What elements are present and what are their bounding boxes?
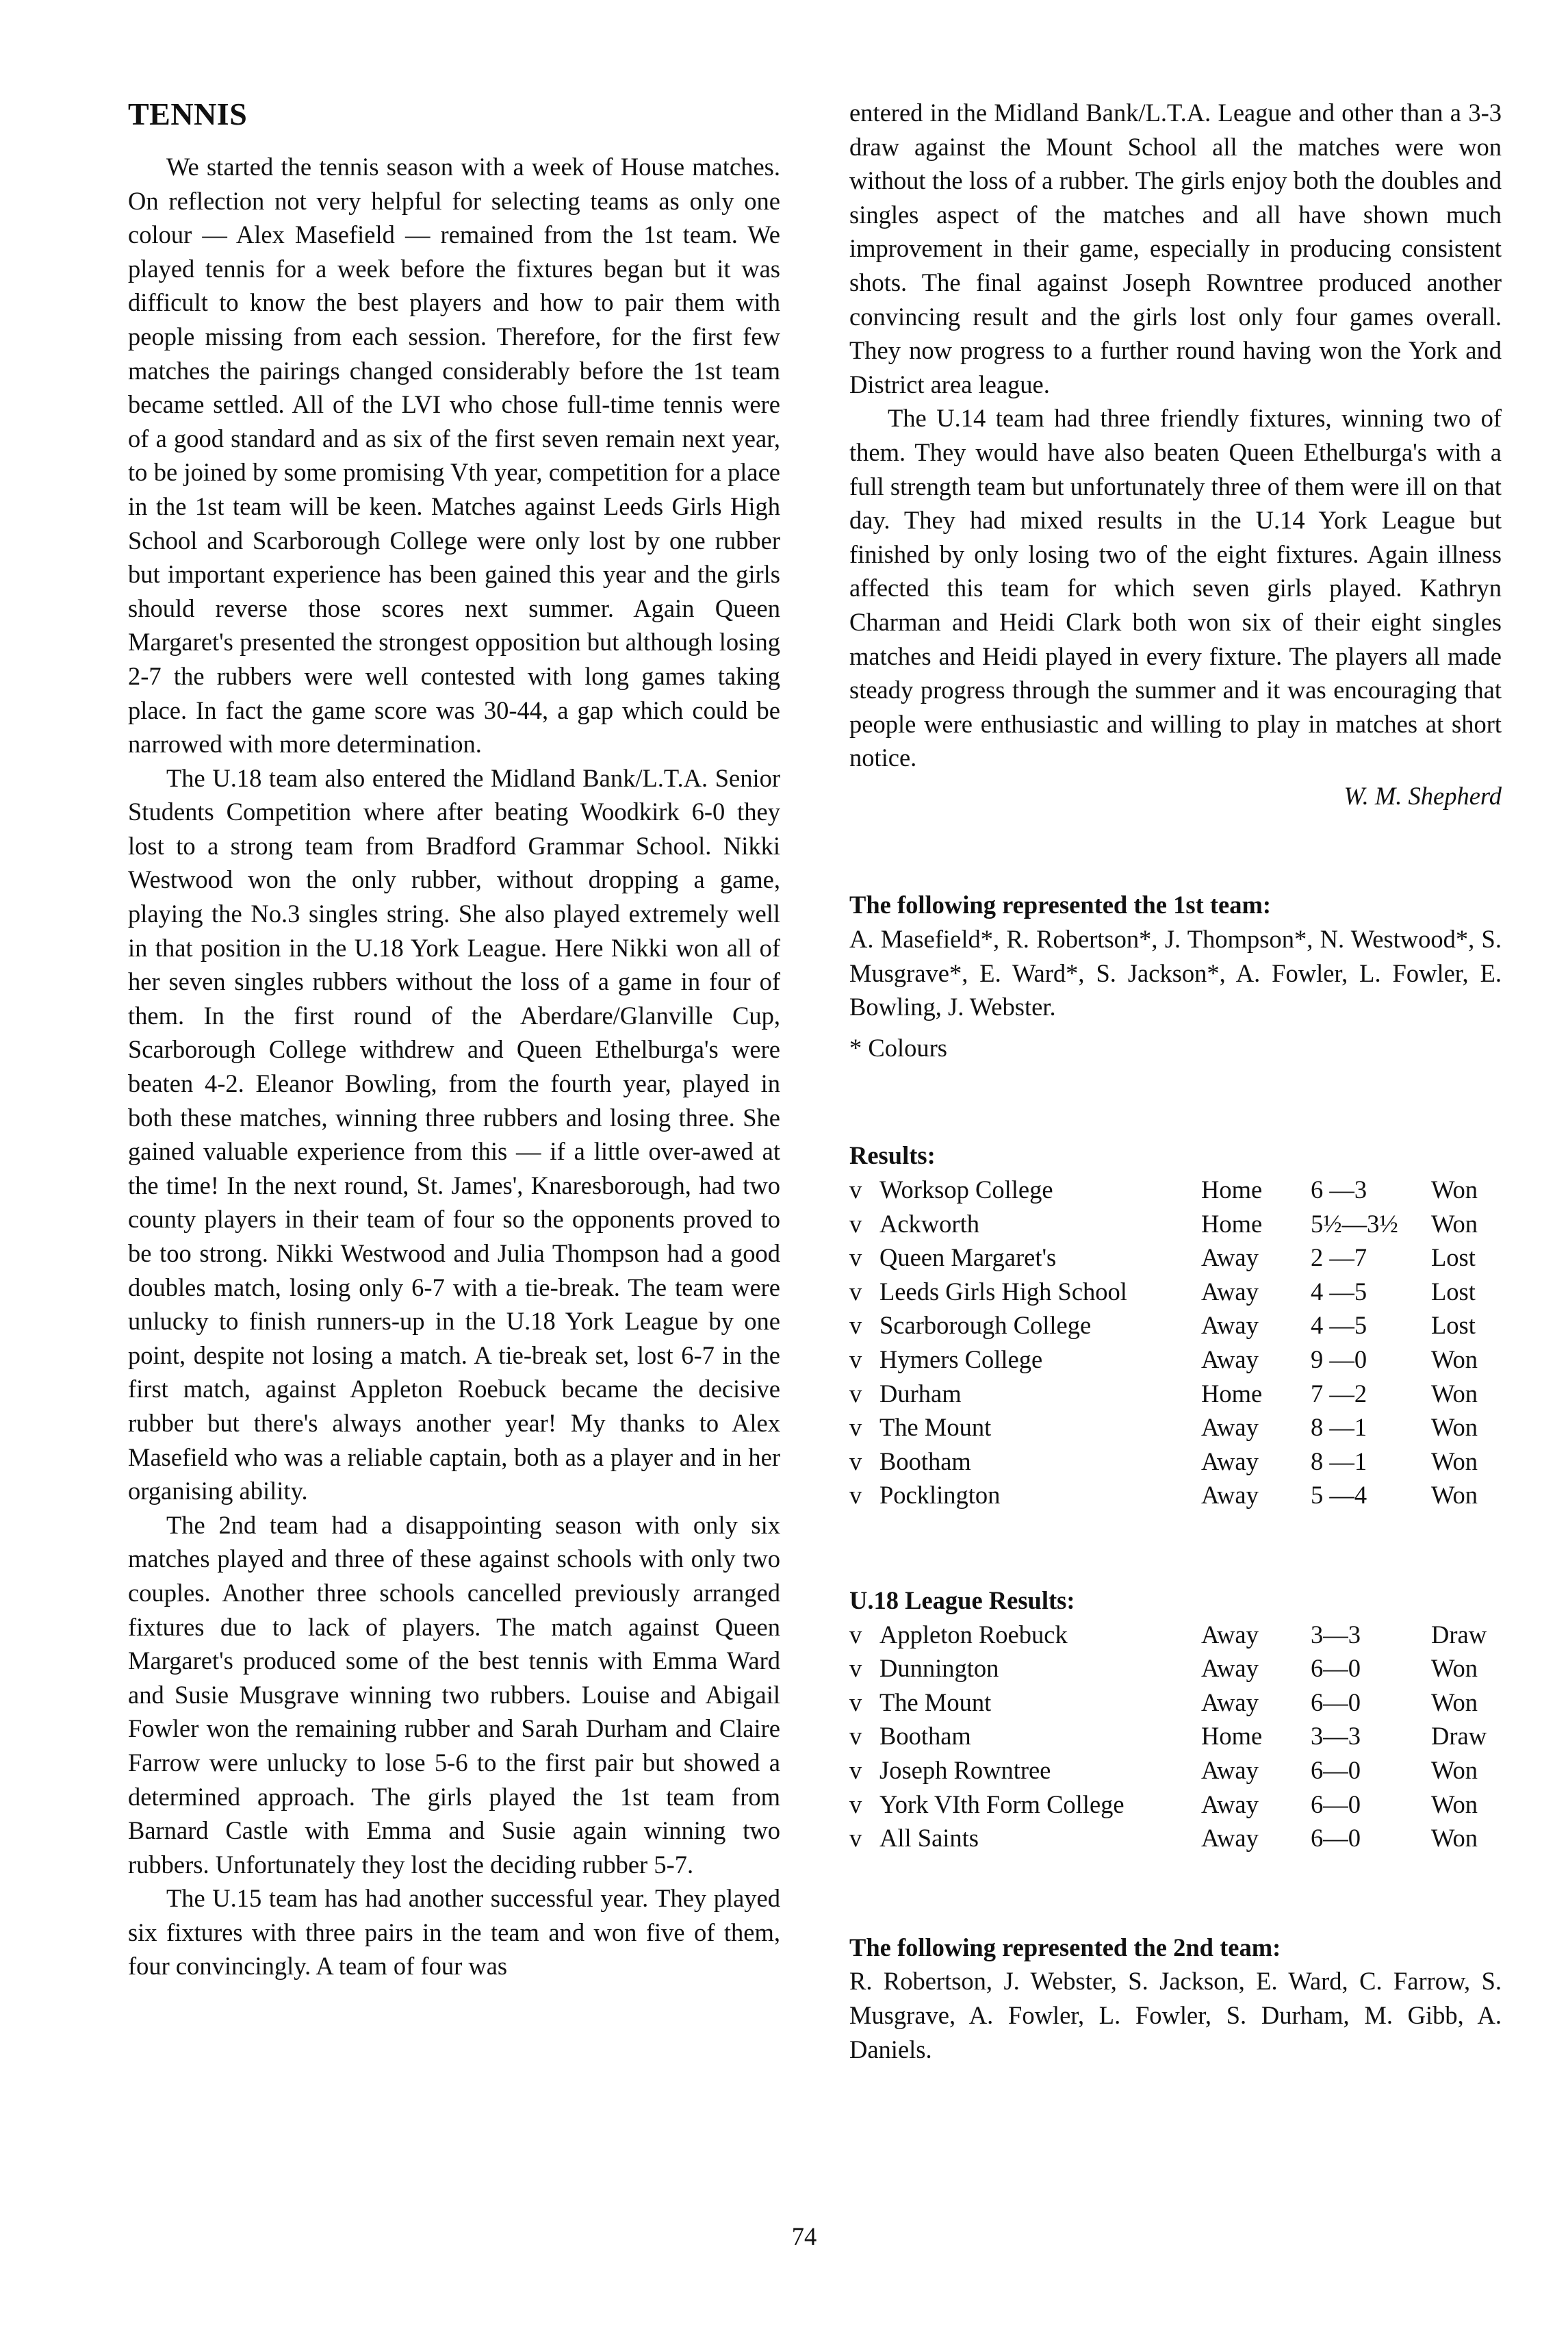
- results-table: [849, 1173, 1502, 1512]
- score: 6—0: [1311, 1688, 1361, 1716]
- versus-marker: v: [849, 1722, 862, 1751]
- u18-results-table: [849, 1618, 1502, 1855]
- versus-marker: v: [849, 1620, 862, 1649]
- venue: Away: [1201, 1345, 1259, 1373]
- venue: Away: [1201, 1481, 1259, 1510]
- score: 5½—3½: [1311, 1209, 1398, 1238]
- score: 6—0: [1311, 1654, 1361, 1683]
- match-result: Draw: [1431, 1722, 1487, 1751]
- versus-marker: v: [849, 1654, 862, 1683]
- match-result: Won: [1431, 1209, 1478, 1238]
- second-team-names: R. Robertson, J. Webster, S. Jackson, E. Ward, C. Farrow, S. Musgrave, A. Fowler, L. Fowler, S. Durham, M. Gibb, A. Daniels.: [849, 1967, 1502, 2063]
- versus-marker: v: [849, 1175, 862, 1204]
- match-result: Won: [1431, 1688, 1478, 1716]
- match-result: Won: [1431, 1755, 1478, 1784]
- venue: Away: [1201, 1654, 1259, 1683]
- opponent-name: Queen Margaret's: [879, 1243, 1057, 1272]
- venue: Away: [1201, 1688, 1259, 1716]
- versus-marker: v: [849, 1447, 862, 1475]
- right-column: [849, 96, 1502, 2066]
- score: 6 —3: [1311, 1175, 1367, 1204]
- opponent-name: Bootham: [879, 1722, 971, 1751]
- match-result: Lost: [1431, 1243, 1476, 1272]
- opponent-name: Dunnington: [879, 1654, 999, 1683]
- versus-marker: v: [849, 1755, 862, 1784]
- match-result: Won: [1431, 1413, 1478, 1442]
- versus-marker: v: [849, 1345, 862, 1373]
- table-row: [849, 1241, 1502, 1275]
- match-result: Won: [1431, 1447, 1478, 1475]
- second-team-heading: The following represented the 2nd team:: [849, 1933, 1281, 1961]
- first-team-heading: The following represented the 1st team:: [849, 891, 1272, 919]
- table-row: [849, 1410, 1502, 1445]
- table-row: [849, 1173, 1502, 1207]
- opponent-name: Leeds Girls High School: [879, 1277, 1127, 1306]
- match-result: Draw: [1431, 1620, 1487, 1649]
- match-result: Won: [1431, 1379, 1478, 1408]
- venue: Away: [1201, 1311, 1259, 1340]
- match-result: Won: [1431, 1790, 1478, 1818]
- table-row: [849, 1821, 1502, 1855]
- venue: Home: [1201, 1379, 1263, 1408]
- venue: Away: [1201, 1447, 1259, 1475]
- venue: Home: [1201, 1209, 1263, 1238]
- score: 4 —5: [1311, 1277, 1367, 1306]
- article-paragraph-4: The U.15 team has had another successful year. They played six fixtures with three pairs in the team and won five of them, four convincingly. A team of four was: [128, 1884, 780, 1981]
- article-paragraph-6: The U.14 team had three friendly fixtures, winning two of them. They would have also beaten Queen Ethelburga's with a full strength team but unfortunately three of them were ill on that day. They had mixed results in the U.14 York League but finished by only losing two of the eight fixtures. Again illness affected this team for which seven girls played. Kathryn Charman and Heidi Clark both won six of their eight singles matches and Heidi played in every fixture. The players all made steady progress through the summer and it was encouraging that people were enthusiastic and willing to play in matches at short notice.: [849, 404, 1502, 772]
- venue: Away: [1201, 1277, 1259, 1306]
- score: 6—0: [1311, 1755, 1361, 1784]
- match-result: Won: [1431, 1481, 1478, 1510]
- venue: Away: [1201, 1620, 1259, 1649]
- opponent-name: Scarborough College: [879, 1311, 1092, 1340]
- venue: Away: [1201, 1413, 1259, 1442]
- versus-marker: v: [849, 1311, 862, 1340]
- versus-marker: v: [849, 1481, 862, 1510]
- first-team-names: A. Masefield*, R. Robertson*, J. Thompson*, N. Westwood*, S. Musgrave*, E. Ward*, S. Jackson*, A. Fowler, L. Fowler, E. Bowling, J. Webster.: [849, 925, 1502, 1021]
- article-paragraph-2: The U.18 team also entered the Midland Bank/L.T.A. Senior Students Competition where after beating Woodkirk 6-0 they lost to a strong team from Bradford Grammar School. Nikki Westwood won the only rubber, without dropping a game, playing the No.3 singles string. She also played extremely well in that position in the U.18 York League. Here Nikki won all of her seven singles rubbers without the loss of a game in four of them. In the first round of the Aberdare/Glanville Cup, Scarborough College withdrew and Queen Ethelburga's were beaten 4-2. Eleanor Bowling, from the fourth year, played in both these matches, winning three rubbers and losing three. She gained valuable experience from this — if a little over-awed at the time! In the next round, St. James', Knaresborough, had two county players in their team of four so the opponents proved to be too strong. Nikki Westwood and Julia Thompson had a good doubles match, losing only 6-7 with a tie-break. The team were unlucky to finish runners-up in the U.18 York League by one point, despite not losing a match. A tie-break set, lost 6-7 in the first match, against Appleton Roebuck became the decisive rubber but there's always another year! My thanks to Alex Masefield who was a reliable captain, both as a player and in her organising ability.: [128, 763, 780, 1505]
- versus-marker: v: [849, 1379, 862, 1408]
- opponent-name: Appleton Roebuck: [879, 1620, 1068, 1649]
- score: 6—0: [1311, 1824, 1361, 1853]
- u18-results-heading: U.18 League Results:: [849, 1586, 1075, 1614]
- opponent-name: Ackworth: [879, 1209, 979, 1238]
- table-row: [849, 1308, 1502, 1343]
- venue: Home: [1201, 1722, 1263, 1751]
- versus-marker: v: [849, 1209, 862, 1238]
- results-heading: Results:: [849, 1141, 936, 1170]
- match-result: Won: [1431, 1824, 1478, 1853]
- opponent-name: Worksop College: [879, 1175, 1053, 1204]
- score: 5 —4: [1311, 1481, 1367, 1510]
- match-result: Won: [1431, 1654, 1478, 1683]
- score: 7 —2: [1311, 1379, 1367, 1408]
- versus-marker: v: [849, 1243, 862, 1272]
- versus-marker: v: [849, 1688, 862, 1716]
- opponent-name: Joseph Rowntree: [879, 1755, 1051, 1784]
- author-signature: W. M. Shepherd: [1344, 781, 1502, 810]
- table-row: [849, 1651, 1502, 1686]
- versus-marker: v: [849, 1824, 862, 1853]
- score: 3—3: [1311, 1620, 1361, 1649]
- opponent-name: Pocklington: [879, 1481, 1001, 1510]
- table-row: [849, 1343, 1502, 1377]
- table-row: [849, 1686, 1502, 1720]
- table-row: [849, 1275, 1502, 1309]
- score: 3—3: [1311, 1722, 1361, 1751]
- score: 4 —5: [1311, 1311, 1367, 1340]
- table-row: [849, 1445, 1502, 1479]
- venue: Away: [1201, 1790, 1259, 1818]
- page-title: TENNIS: [128, 97, 248, 131]
- article-paragraph-3: The 2nd team had a disappointing season with only six matches played and three of these against schools with only two couples. Another three schools cancelled previously arranged fixtures due to lack of players. The match against Queen Margaret's produced some of the best tennis with Emma Ward and Susie Musgrave winning two rubbers. Louise and Abigail Fowler won the remaining rubber and Sarah Durham and Claire Farrow were unlucky to lose 5-6 to the first pair but showed a determined approach. The girls played the 1st team from Barnard Castle with Emma and Susie again winning two rubbers. Unfortunately they lost the deciding rubber 5-7.: [128, 1510, 780, 1879]
- left-column: [128, 96, 780, 1983]
- opponent-name: Durham: [879, 1379, 962, 1408]
- venue: Away: [1201, 1243, 1259, 1272]
- article-paragraph-1: We started the tennis season with a week of House matches. On reflection not very helpful for selecting teams as only one colour — Alex Masefield — remained from the 1st team. We played tennis for a week before the fixtures began but it was difficult to know the best players and how to pair them with people missing from each session. Therefore, for the first few matches the pairings changed considerably before the 1st team became settled. All of the LVI who chose full-time tennis were of a good standard and as six of the first seven remain next year, to be joined by some promising Vth year, competition for a place in the 1st team will be keen. Matches against Leeds Girls High School and Scarborough College were only lost by one rubber but important experience has been gained this year and the girls should reverse those scores next summer. Again Queen Margaret's presented the strongest opposition but although losing 2-7 the rubbers were well contested with long games taking place. In fact the game score was 30-44, a gap which could be narrowed with more determination.: [128, 153, 780, 759]
- match-result: Lost: [1431, 1311, 1476, 1340]
- versus-marker: v: [849, 1790, 862, 1818]
- table-row: [849, 1377, 1502, 1411]
- score: 6—0: [1311, 1790, 1361, 1818]
- match-result: Won: [1431, 1345, 1478, 1373]
- versus-marker: v: [849, 1413, 862, 1442]
- opponent-name: The Mount: [879, 1688, 992, 1716]
- score: 8 —1: [1311, 1413, 1367, 1442]
- table-row: [849, 1753, 1502, 1788]
- score: 9 —0: [1311, 1345, 1367, 1373]
- table-row: [849, 1788, 1502, 1822]
- score: 2 —7: [1311, 1243, 1367, 1272]
- opponent-name: All Saints: [879, 1824, 979, 1853]
- table-row: [849, 1207, 1502, 1241]
- opponent-name: Bootham: [879, 1447, 971, 1475]
- table-row: [849, 1719, 1502, 1753]
- score: 8 —1: [1311, 1447, 1367, 1475]
- venue: Home: [1201, 1175, 1263, 1204]
- opponent-name: The Mount: [879, 1413, 992, 1442]
- opponent-name: Hymers College: [879, 1345, 1043, 1373]
- venue: Away: [1201, 1824, 1259, 1853]
- match-result: Lost: [1431, 1277, 1476, 1306]
- match-result: Won: [1431, 1175, 1478, 1204]
- colours-note: * Colours: [849, 1033, 947, 1062]
- table-row: [849, 1478, 1502, 1512]
- page-number: 74: [791, 2222, 817, 2250]
- venue: Away: [1201, 1755, 1259, 1784]
- versus-marker: v: [849, 1277, 862, 1306]
- table-row: [849, 1618, 1502, 1652]
- opponent-name: York VIth Form College: [879, 1790, 1124, 1818]
- article-paragraph-5: entered in the Midland Bank/L.T.A. League and other than a 3-3 draw against the Mount School all the matches were won without the loss of a rubber. The girls enjoy both the doubles and singles aspect of the matches and all have shown much improvement in their game, especially in producing consistent shots. The final against Joseph Rowntree produced another convincing result and the girls lost only four games overall. They now progress to a further round having won the York and District area league.: [849, 99, 1502, 398]
